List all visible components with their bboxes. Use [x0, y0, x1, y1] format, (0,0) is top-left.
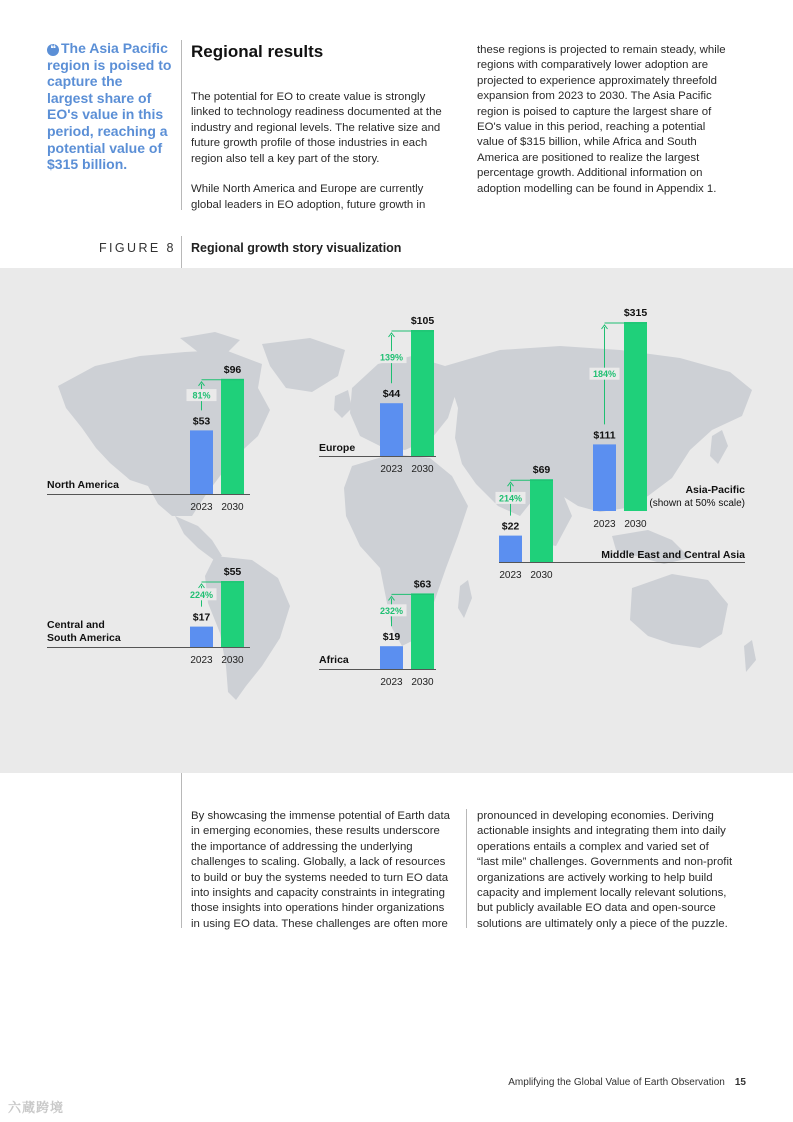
footer-title: Amplifying the Global Value of Earth Observation	[508, 1077, 725, 1088]
year-label-2030: 2030	[624, 519, 647, 530]
growth-label: 81%	[192, 390, 211, 401]
growth-label: 184%	[592, 369, 617, 380]
region-group	[319, 578, 436, 688]
land-uk	[334, 390, 352, 418]
bottom-column-1-line: in emerging economies, these results underscore	[191, 825, 440, 838]
body-column-1-line: region also tell a key part of the story.	[191, 152, 380, 165]
bottom-column-1	[191, 809, 463, 932]
section-title: Regional results	[191, 42, 324, 61]
year-label-2030: 2030	[411, 464, 434, 475]
body-column-2-line: region is poised to capture the largest share of	[477, 105, 712, 118]
body-column-2-line: value of $315 billion, while Africa and South	[477, 136, 697, 149]
bar-2023	[380, 403, 403, 456]
land-central-america	[175, 516, 222, 560]
land-europe	[350, 356, 458, 450]
body-column-1-line: While North America and Europe are currently	[191, 183, 424, 196]
growth-label: 214%	[498, 493, 523, 504]
bottom-column-1-line: challenges to scaling. Globally, a lack of resources	[191, 856, 446, 869]
year-label-2030: 2030	[221, 655, 244, 666]
region-name: North America	[47, 479, 119, 491]
year-label-2023: 2023	[190, 655, 213, 666]
bar-2030	[221, 581, 244, 647]
value-label-2030: $105	[410, 315, 435, 327]
world-map-silhouette	[58, 332, 756, 700]
bar-2030	[411, 330, 434, 456]
bottom-column-1-line: the importance of addressing the underlying	[191, 840, 413, 853]
land-greenland	[262, 338, 345, 392]
region-name: Asia-Pacific	[685, 484, 745, 496]
region-name: Middle East and Central Asia	[601, 549, 745, 561]
region-name: South America	[47, 632, 121, 644]
bar-2030	[624, 322, 647, 511]
bottom-column-2-line: pronounced in developing economies. Deriving	[477, 810, 714, 822]
land-japan	[710, 430, 728, 464]
bar-2023	[190, 627, 213, 647]
body-column-2-line: America are positioned to realize the largest	[477, 151, 700, 164]
body-column-2-line: percentage growth. Additional information on	[477, 167, 703, 180]
divider-top	[181, 40, 182, 210]
value-label-2023: $44	[382, 388, 401, 401]
figure-label: FIGURE 8	[99, 241, 176, 255]
divider-figure	[181, 236, 182, 268]
body-column-2-line: expansion from 2023 to 2030. The Asia Pacific	[477, 90, 712, 103]
page-number: 15	[734, 1077, 746, 1088]
body-column-2-line: projected to experience approximately threefold	[477, 74, 717, 87]
body-column-1-line: future growth profile of those industries in each	[191, 137, 428, 150]
bottom-column-2-line: actionable insights and integrating them into daily	[477, 825, 726, 838]
year-label-2030: 2030	[411, 677, 434, 688]
year-label-2023: 2023	[380, 464, 403, 475]
body-column-1-line: The potential for EO to create value is strongly	[191, 91, 426, 103]
region-note: (shown at 50% scale)	[649, 498, 745, 509]
value-label-2030: $315	[623, 307, 648, 319]
body-column-2-line: these regions is projected to remain steady, while	[477, 44, 726, 56]
year-label-2030: 2030	[530, 570, 553, 581]
bottom-column-2-line: organizations are actively working to help build	[477, 871, 713, 884]
bottom-column-1-line: in using EO data. These challenges are often more	[191, 917, 448, 930]
body-column-1-line	[191, 167, 463, 182]
region-name: Africa	[319, 654, 349, 666]
bar-2023	[380, 646, 403, 669]
quote-icon: ❝	[47, 44, 59, 56]
year-label-2030: 2030	[221, 502, 244, 513]
map-panel	[0, 268, 793, 773]
land-madagascar	[458, 580, 472, 618]
land-africa	[344, 454, 468, 646]
body-column-1-line: industry and regional levels. The relative size and	[191, 121, 441, 134]
value-label-2023: $19	[382, 631, 401, 644]
year-label-2023: 2023	[499, 570, 522, 581]
region-name: Central and	[47, 619, 105, 631]
growth-label: 232%	[379, 605, 404, 616]
body-column-2-line: regions with comparatively lower adoption are	[477, 59, 709, 72]
value-label-2030: $69	[532, 464, 551, 477]
bar-2023	[593, 444, 616, 511]
watermark: 六蔵跨境	[8, 1100, 65, 1115]
bottom-column-2-line: operations entails a complex and varied set of	[477, 840, 709, 853]
land-australia	[630, 574, 728, 648]
growth-label: 139%	[379, 352, 404, 363]
body-column-1-line: linked to technology readiness documented at the	[191, 106, 442, 119]
bottom-column-2-line: “last mile” challenges. Governments and non-profit	[477, 856, 733, 869]
land-new-zealand	[744, 640, 756, 672]
bar-2030	[530, 479, 553, 562]
value-label-2023: $22	[501, 520, 520, 533]
body-column-2-line: EO's value in this period, reaching a potential	[477, 120, 706, 133]
body-column-2	[477, 43, 752, 197]
bar-2030	[411, 593, 434, 669]
callout-text: The Asia Pacific region is poised to capture the largest share of EO's value in this period, reaching a potential value of $315 billion.	[47, 40, 172, 173]
value-label-2023: $53	[192, 415, 211, 428]
land-arctic-islands	[180, 332, 240, 352]
divider-bottom-left	[181, 773, 182, 928]
body-column-2-line: adoption modelling can be found in Appendix 1.	[477, 182, 717, 195]
body-column-1	[191, 90, 463, 213]
bottom-column-1-line: those insights into operations hinder organizations	[191, 902, 445, 915]
value-label-2030: $55	[223, 566, 242, 578]
value-label-2030: $96	[223, 363, 242, 376]
value-label-2030: $63	[413, 578, 432, 591]
value-label-2023: $17	[192, 611, 211, 624]
value-label-2023: $111	[593, 429, 616, 442]
land-south-america	[205, 556, 290, 700]
bar-2023	[190, 430, 213, 494]
growth-label: 224%	[189, 589, 214, 600]
year-label-2023: 2023	[380, 677, 403, 688]
bottom-column-1-line: into insights and capacity constraints in integrating	[191, 886, 445, 899]
bottom-column-2-line: capacity and implement locally relevant solutions,	[477, 886, 727, 899]
page-footer	[508, 1077, 746, 1088]
world-map-chart	[0, 268, 793, 773]
bottom-column-2-line: solutions are ultimately only a piece of the puzzle.	[477, 917, 728, 930]
callout-quote	[47, 40, 172, 173]
bottom-column-2	[477, 809, 752, 932]
year-label-2023: 2023	[593, 519, 616, 530]
bar-2030	[221, 379, 244, 494]
figure-title: Regional growth story visualization	[191, 241, 402, 255]
bottom-column-1-line: to build or buy the systems needed to turn EO data	[191, 871, 449, 884]
divider-bottom-mid	[466, 809, 467, 928]
bar-2023	[499, 536, 522, 562]
bottom-column-1-line: By showcasing the immense potential of Earth data	[191, 810, 450, 822]
body-column-1-line: global leaders in EO adoption, future growth in	[191, 198, 426, 211]
bottom-column-2-line: but publicly available EO data and open-source	[477, 902, 716, 915]
region-name: Europe	[319, 442, 356, 454]
year-label-2023: 2023	[190, 502, 213, 513]
